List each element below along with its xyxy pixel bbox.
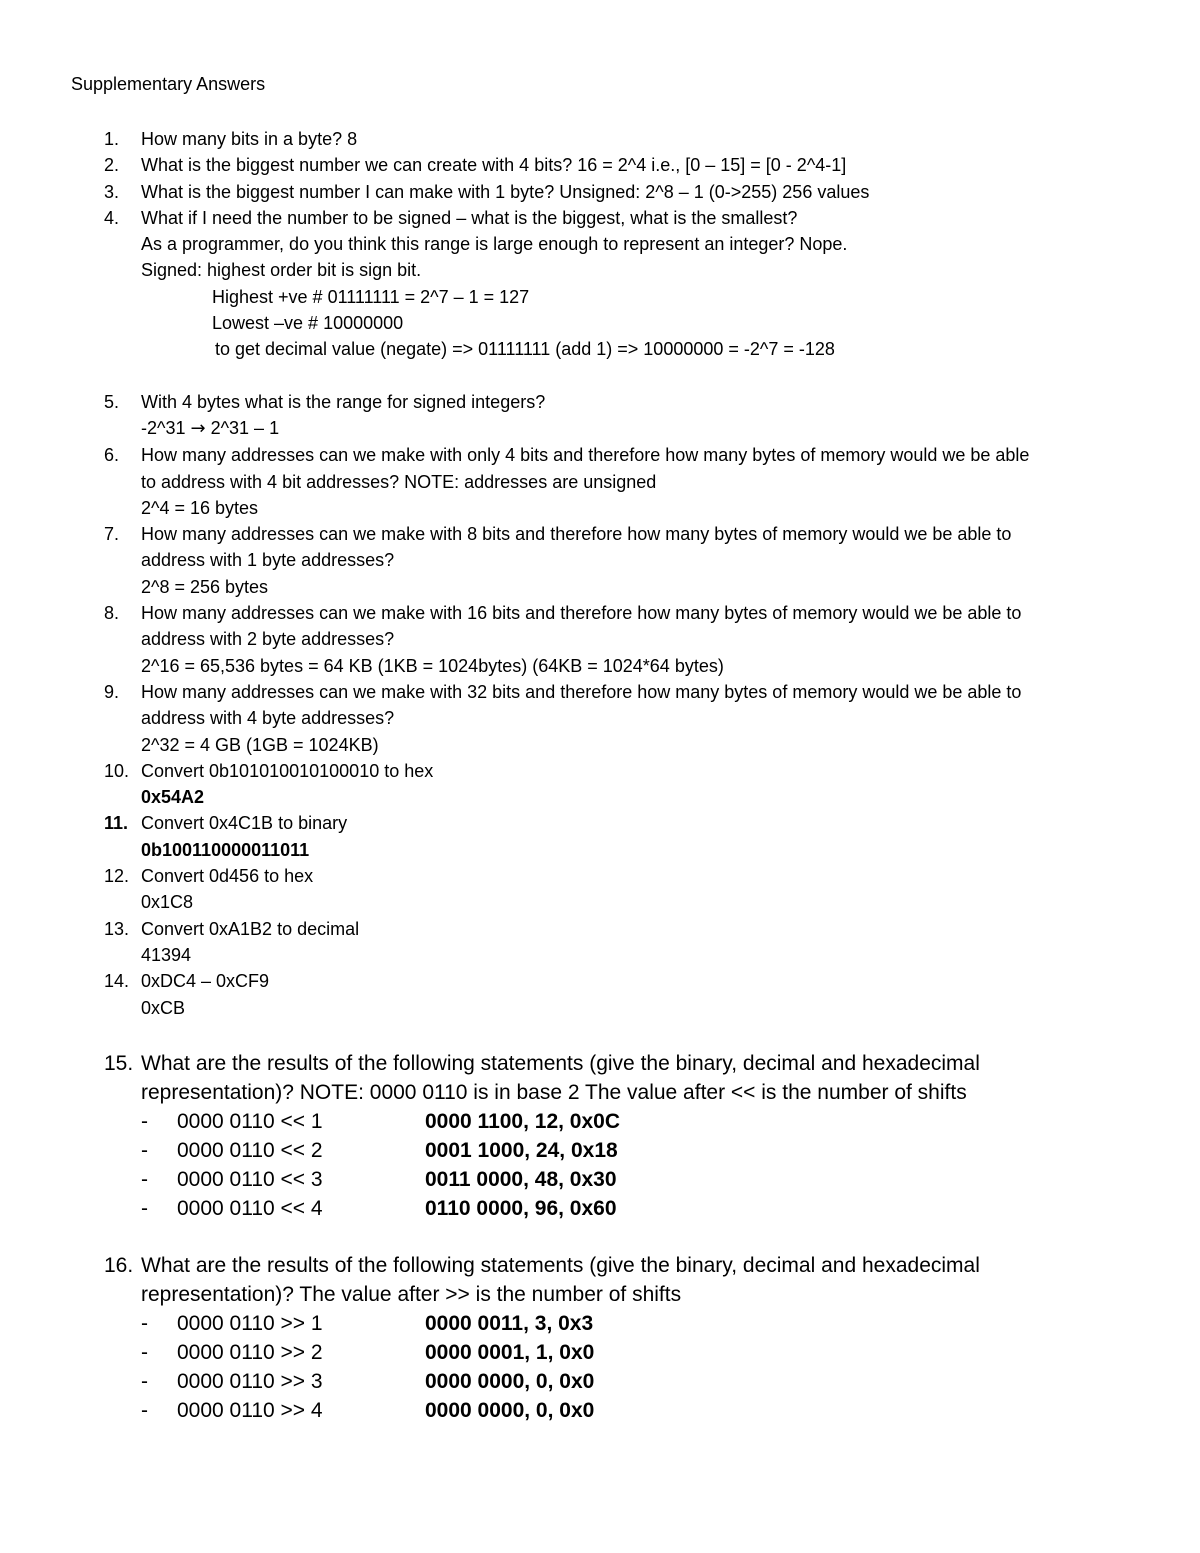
bullet-dash: - [141,1138,148,1162]
question-number: 3. [104,181,120,202]
question-text: How many addresses can we make with only 4 bits and therefore how many bytes of memory would we be able [141,445,1030,466]
question-number: 1. [104,129,120,149]
question-number: 7. [104,524,120,545]
answer-text: 0x54A2 [141,787,205,808]
shift-expression: 0000 0110 << 3 [177,1167,323,1191]
question-text: What are the results of the following statements (give the binary, decimal and hexadecimal [141,1253,980,1277]
question-7 [0,521,1200,600]
question-15 [0,1049,1200,1223]
question-number: 9. [104,681,120,702]
shift-expression: 0000 0110 << 2 [177,1138,323,1162]
question-6 [0,442,1200,521]
question-5 [0,389,1200,443]
answer-part: -2^31 [141,417,191,438]
question-number: 6. [104,445,120,466]
shift-row [0,1107,1200,1136]
shift-row [0,1136,1200,1165]
document-title: Supplementary Answers [71,74,266,94]
answer-text: 2^4 = 16 bytes [141,497,259,518]
answer-text [0,415,1200,442]
question-11 [0,810,1200,863]
question-number: 13. [104,918,130,939]
spacer [0,1021,1200,1049]
question-number: 15. [104,1051,134,1075]
question-text: Convert 0b101010010100010 to hex [141,760,434,781]
answer-text: 0b100110000011011 [141,839,310,860]
spacer [0,363,1200,389]
answer-text: Highest +ve # 01111111 = 2^7 – 1 = 127 [212,286,530,307]
shift-row [0,1396,1200,1425]
arrow-right-icon: → [190,417,206,439]
bullet-dash: - [141,1196,148,1220]
question-number: 16. [104,1253,134,1277]
question-4 [0,205,1200,363]
question-text: representation)? The value after >> is the number of shifts [141,1282,682,1306]
shift-row [0,1367,1200,1396]
shift-result: 0000 1100, 12, 0x0C [425,1109,621,1133]
question-1 [0,126,1200,152]
shift-result: 0001 1000, 24, 0x18 [425,1138,618,1162]
question-8 [0,600,1200,679]
question-number: 12. [104,866,130,887]
question-text: address with 1 byte addresses? [141,550,395,571]
shift-result: 0110 0000, 96, 0x60 [425,1196,617,1220]
answer-part: 2^31 – 1 [205,417,280,438]
bullet-dash: - [141,1369,148,1393]
question-9 [0,679,1200,758]
question-2 [0,152,1200,178]
question-text: Convert 0xA1B2 to decimal [141,918,360,939]
question-text: What is the biggest number I can make with 1 byte? Unsigned: 2^8 – 1 (0->255) 256 values [141,181,870,202]
bullet-dash: - [141,1311,148,1335]
question-text: What if I need the number to be signed – what is the biggest, what is the smallest? [141,207,798,228]
question-number: 8. [104,603,120,624]
shift-result: 0000 0000, 0, 0x0 [425,1369,595,1393]
shift-row [0,1338,1200,1367]
question-12 [0,863,1200,916]
question-text: How many addresses can we make with 32 bits and therefore how many bytes of memory would we be able to [141,681,1022,702]
bullet-dash: - [141,1398,148,1422]
question-number: 11. [104,813,129,834]
shift-result: 0000 0000, 0, 0x0 [425,1398,595,1422]
answer-text: Signed: highest order bit is sign bit. [141,260,422,281]
question-text: With 4 bytes what is the range for signed integers? [141,391,546,412]
question-number: 2. [104,155,120,176]
bullet-dash: - [141,1340,148,1364]
bullet-dash: - [141,1109,148,1133]
shift-expression: 0000 0110 >> 4 [177,1398,323,1422]
shift-row [0,1165,1200,1194]
answer-text: 0x1C8 [141,892,194,913]
spacer [0,1223,1200,1251]
question-text: What are the results of the following statements (give the binary, decimal and hexadecimal [141,1051,980,1075]
shift-result: 0011 0000, 48, 0x30 [425,1167,617,1191]
question-13 [0,916,1200,969]
question-text: How many addresses can we make with 16 bits and therefore how many bytes of memory would we be able to [141,603,1022,624]
answer-text: 41394 [141,944,192,965]
shift-row [0,1194,1200,1223]
question-text: address with 4 byte addresses? [141,708,395,729]
question-16 [0,1251,1200,1425]
shift-expression: 0000 0110 >> 1 [177,1311,323,1335]
answer-text: 2^8 = 256 bytes [141,576,269,597]
answer-text: 2^32 = 4 GB (1GB = 1024KB) [141,734,379,755]
question-text: to address with 4 bit addresses? NOTE: addresses are unsigned [141,471,657,492]
question-14 [0,968,1200,1021]
shift-expression: 0000 0110 << 1 [177,1109,323,1133]
shift-expression: 0000 0110 >> 2 [177,1340,323,1364]
question-text: As a programmer, do you think this range is large enough to represent an integer? Nope. [141,234,848,255]
answer-text: to get decimal value (negate) => 01111111 (add 1) => 10000000 = -2^7 = -128 [215,339,835,360]
answer-text: Lowest –ve # 10000000 [212,313,404,334]
question-text: How many bits in a byte? 8 [141,129,358,149]
answer-text: 2^16 = 65,536 bytes = 64 KB (1KB = 1024bytes) (64KB = 1024*64 bytes) [141,655,724,676]
question-text: Convert 0x4C1B to binary [141,813,348,834]
bullet-dash: - [141,1167,148,1191]
answer-list [0,126,1200,1425]
question-text: representation)? NOTE: 0000 0110 is in base 2 The value after << is the number of shifts [141,1080,967,1104]
question-number: 14. [104,971,130,992]
question-3 [0,179,1200,205]
shift-result: 0000 0011, 3, 0x3 [425,1311,594,1335]
question-text: What is the biggest number we can create with 4 bits? 16 = 2^4 i.e., [0 – 15] = [0 - 2^4-1] [141,155,847,176]
question-text: Convert 0d456 to hex [141,866,314,887]
question-number: 5. [104,391,120,412]
question-text: address with 2 byte addresses? [141,629,395,650]
answer-text: 0xCB [141,997,186,1018]
question-text: 0xDC4 – 0xCF9 [141,971,270,992]
question-number: 4. [104,207,120,228]
shift-expression: 0000 0110 << 4 [177,1196,323,1220]
shift-result: 0000 0001, 1, 0x0 [425,1340,595,1364]
shift-row [0,1309,1200,1338]
question-text: How many addresses can we make with 8 bits and therefore how many bytes of memory would we be able to [141,524,1012,545]
question-number: 10. [104,760,130,781]
question-10 [0,758,1200,811]
shift-expression: 0000 0110 >> 3 [177,1369,323,1393]
